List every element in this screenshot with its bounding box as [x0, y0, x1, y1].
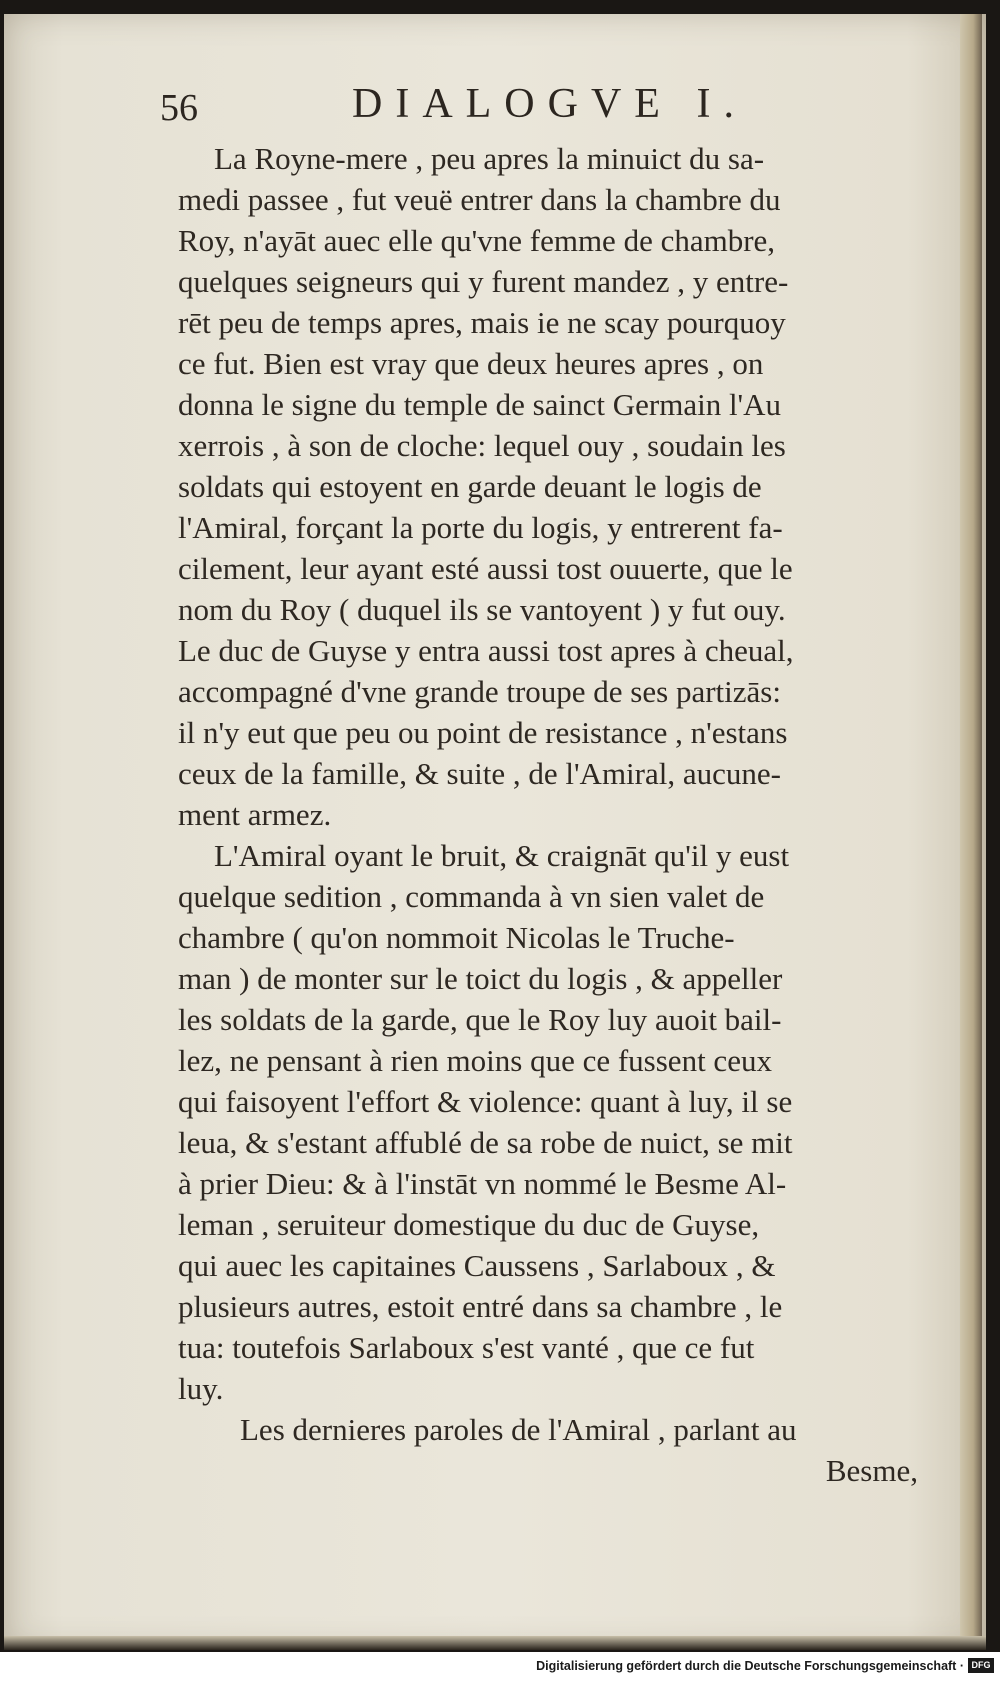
dfg-logo-icon: DFG — [968, 1658, 994, 1673]
text-line: ment armez. — [178, 797, 332, 832]
text-line: leua, & s'estant affublé de sa robe de nuict, se mit — [178, 1125, 793, 1160]
funding-credit: Digitalisierung gefördert durch die Deutsche Forschungsgemeinschaft · — [536, 1659, 964, 1673]
text-line: tua: toutefois Sarlaboux s'est vanté , que ce fut — [178, 1330, 755, 1365]
running-title: DIALOGVE I. — [352, 81, 747, 127]
text-line: l'Amiral, forçant la porte du logis, y entrerent fa- — [178, 510, 783, 545]
text-line: chambre ( qu'on nommoit Nicolas le Truche- — [178, 920, 735, 955]
text-line: nom du Roy ( duquel ils se vantoyent ) y fut ouy. — [178, 592, 786, 627]
text-line: cilement, leur ayant esté aussi tost ouuerte, que le — [178, 551, 793, 586]
text-line: Les dernieres paroles de l'Amiral , parlant au — [240, 1412, 797, 1447]
text-line: ceux de la famille, & suite , de l'Amiral, aucune- — [178, 756, 781, 791]
text-line: leman , seruiteur domestique du duc de Guyse, — [178, 1207, 760, 1242]
text-line: L'Amiral oyant le bruit, & craignāt qu'il y eust — [214, 838, 790, 873]
page-header — [156, 76, 946, 136]
text-line: quelques seigneurs qui y furent mandez , y entre- — [178, 264, 789, 299]
text-line: lez, ne pensant à rien moins que ce fussent ceux — [178, 1043, 772, 1078]
text-line: rēt peu de temps apres, mais ie ne scay pourquoy — [178, 305, 786, 340]
body-text — [178, 138, 918, 1491]
text-line: La Royne-mere , peu apres la minuict du sa- — [214, 141, 765, 176]
text-line: Roy, n'ayāt auec elle qu'vne femme de chambre, — [178, 223, 776, 258]
page-number: 56 — [160, 87, 198, 129]
text-line: quelque sedition , commanda à vn sien valet de — [178, 879, 765, 914]
text-line: plusieurs autres, estoit entré dans sa chambre , le — [178, 1289, 783, 1324]
text-line: soldats qui estoyent en garde deuant le logis de — [178, 469, 762, 504]
text-line: accompagné d'vne grande troupe de ses partizās: — [178, 674, 781, 709]
page-edge-right — [960, 14, 982, 1648]
text-line: xerrois , à son de cloche: lequel ouy , soudain les — [178, 428, 786, 463]
text-line: medi passee , fut veuë entrer dans la chambre du — [178, 182, 781, 217]
text-line: les soldats de la garde, que le Roy luy auoit bail- — [178, 1002, 782, 1037]
page-edge-bottom — [4, 1636, 986, 1650]
text-line: qui faisoyent l'effort & violence: quant à luy, il se — [178, 1084, 793, 1119]
text-line: man ) de monter sur le toict du logis , & appeller — [178, 961, 783, 996]
text-line: luy. — [178, 1371, 224, 1406]
text-line: Le duc de Guyse y entra aussi tost apres à cheual, — [178, 633, 794, 668]
text-line: donna le signe du temple de sainct Germain l'Au — [178, 387, 782, 422]
digitization-footer — [0, 1652, 1000, 1681]
text-line: à prier Dieu: & à l'instāt vn nommé le Besme Al- — [178, 1166, 787, 1201]
text-line: qui auec les capitaines Caussens , Sarlaboux , & — [178, 1248, 776, 1283]
text-line: ce fut. Bien est vray que deux heures apres , on — [178, 346, 764, 381]
text-line: il n'y eut que peu ou point de resistance , n'estans — [178, 715, 788, 750]
catchword: Besme, — [825, 1453, 918, 1488]
